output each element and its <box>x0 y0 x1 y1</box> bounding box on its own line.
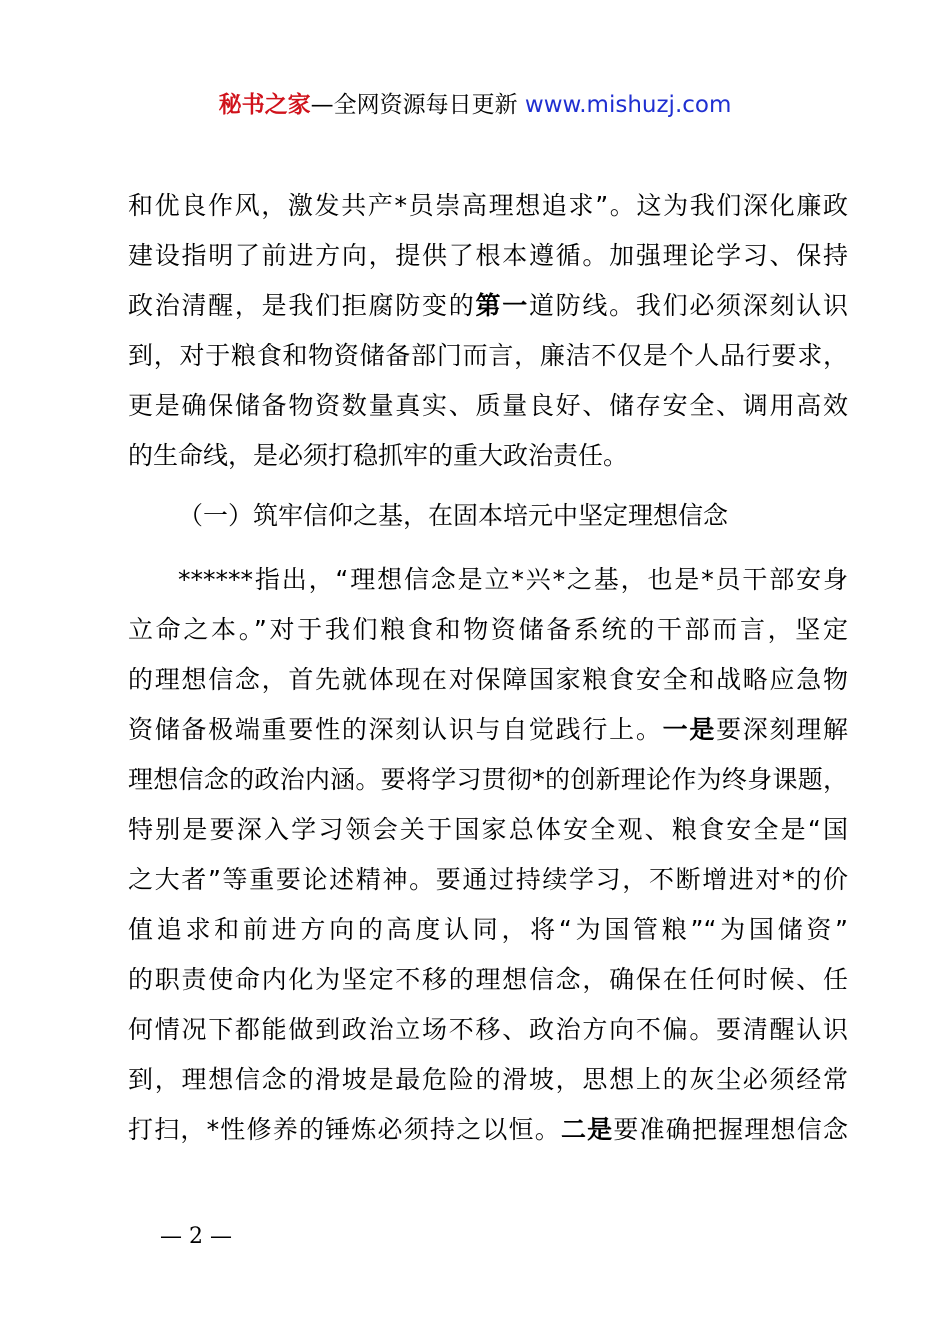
text-line: ******指出，“理想信念是立*兴*之基，也是*员干部安身 <box>178 565 848 594</box>
text-line: 的生命线，是必须打稳抓牢的重大政治责任。 <box>128 441 629 470</box>
text-line <box>128 705 848 755</box>
header-url[interactable]: www.mishuzj.com <box>524 92 732 118</box>
text-line: 值追求和前进方向的高度认同，将“为国管粮”“为国储资” <box>128 915 848 944</box>
text-run: 要深刻理解 <box>716 715 848 744</box>
text-line: 何情况下都能做到政治立场不移、政治方向不偏。要清醒认识 <box>128 1015 848 1044</box>
paragraph-1 <box>128 181 848 481</box>
text-run: 打扫，*性修养的锤炼必须持之以恒。 <box>128 1115 561 1144</box>
text-line <box>128 1105 848 1155</box>
bold-emphasis: 二是 <box>560 1115 614 1144</box>
header-brand: 秘书之家 <box>218 92 311 118</box>
text-line: 立命之本。”对于我们粮食和物资储备系统的干部而言，坚定 <box>128 615 848 644</box>
text-line: 的职责使命内化为坚定不移的理想信念，确保在任何时候、任 <box>128 965 848 994</box>
text-run: 资储备极端重要性的深刻认识与自觉践行上。 <box>128 715 663 744</box>
header-slogan: —全网资源每日更新 <box>310 92 518 118</box>
bold-emphasis: 一是 <box>662 715 717 744</box>
section-heading: （一）筑牢信仰之基，在固本培元中坚定理想信念 <box>178 501 729 530</box>
text-line: 理想信念的政治内涵。要将学习贯彻*的创新理论作为终身课题， <box>128 765 848 794</box>
text-line <box>128 281 848 331</box>
text-line: 建设指明了前进方向，提供了根本遵循。加强理论学习、保持 <box>128 241 848 270</box>
text-run: 道防线。我们必须深刻认识 <box>528 291 848 320</box>
page-number: — 2 — <box>160 1224 232 1249</box>
document-header <box>0 87 950 123</box>
text-line: 的理想信念，首先就体现在对保障国家粮食安全和战略应急物 <box>128 665 848 694</box>
text-line: 到，对于粮食和物资储备部门而言，廉洁不仅是个人品行要求， <box>128 341 848 370</box>
section-heading-block <box>128 491 848 541</box>
text-line: 之大者”等重要论述精神。要通过持续学习，不断增进对*的价 <box>128 865 848 894</box>
text-run: 要准确把握理想信念 <box>613 1115 848 1144</box>
bold-emphasis: 第一 <box>475 291 529 320</box>
paragraph-2 <box>128 555 848 1155</box>
text-line: 特别是要深入学习领会关于国家总体安全观、粮食安全是“国 <box>128 815 848 844</box>
text-line: 到，理想信念的滑坡是最危险的滑坡，思想上的灰尘必须经常 <box>128 1065 848 1094</box>
text-run: 政治清醒，是我们拒腐防变的 <box>128 291 476 320</box>
text-line: 和优良作风，激发共产*员崇高理想追求”。这为我们深化廉政 <box>128 191 848 220</box>
text-line: 更是确保储备物资数量真实、质量良好、储存安全、调用高效 <box>128 391 848 420</box>
